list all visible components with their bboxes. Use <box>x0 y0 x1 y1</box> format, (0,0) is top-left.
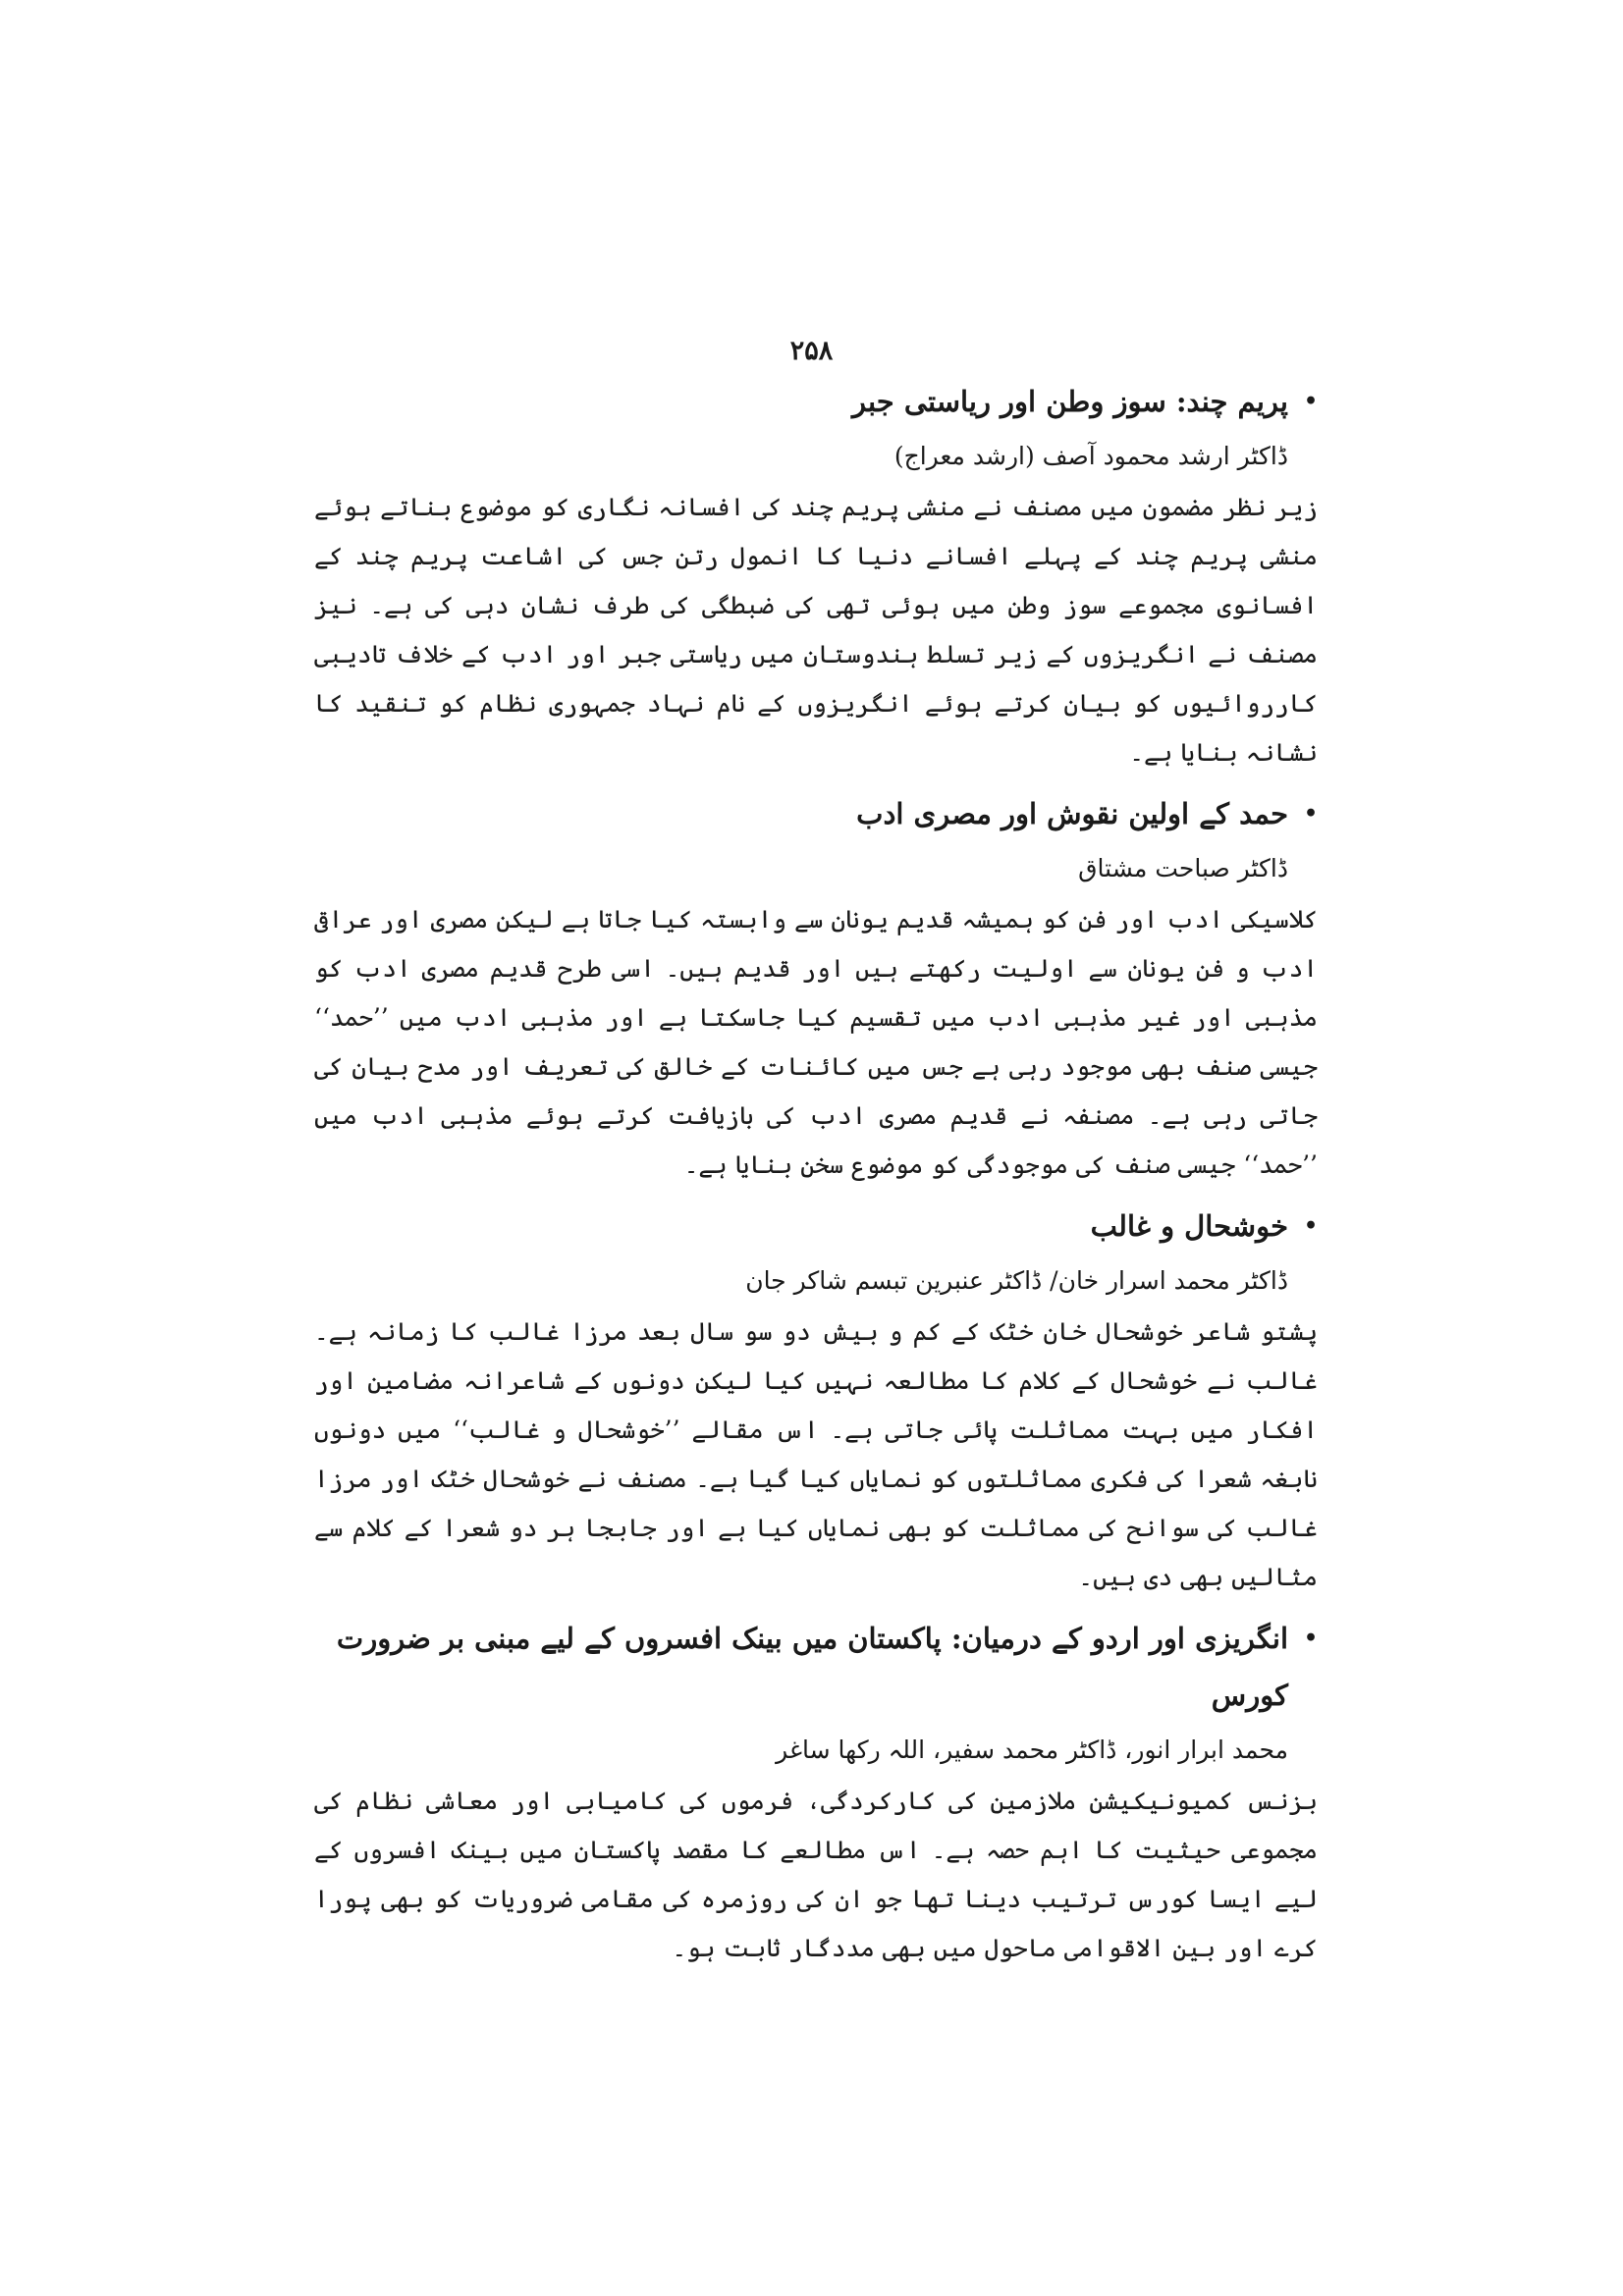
bullet-icon: • <box>1303 1213 1318 1239</box>
entry-author: محمد ابرار انور، ڈاکٹر محمد سفیر، اللہ رکھا ساغر <box>776 1735 1288 1764</box>
entry-2 <box>314 785 1318 1190</box>
document-body <box>314 373 1318 1981</box>
entry-title <box>314 1610 1318 1724</box>
page-number: ۲۵۸ <box>789 336 834 366</box>
entry-title <box>314 373 1318 430</box>
entry-title-text: انگریزی اور اردو کے درمیان: پاکستان میں بینک افسروں کے لیے مبنی بر ضرورت کورس <box>336 1622 1288 1712</box>
entry-author: ڈاکٹر ارشد محمود آصف (ارشد معراج) <box>893 442 1288 470</box>
entry-title-text: خوشحال و غالب <box>1090 1209 1288 1243</box>
bullet-icon: • <box>1303 801 1318 827</box>
entry-author: ڈاکٹر محمد اسرار خان/ ڈاکٹر عنبرین تبسم شاکر جان <box>745 1266 1288 1295</box>
entry-title-text: پریم چند: سوز وطن اور ریاستی جبر <box>852 385 1288 418</box>
entry-abstract: پشتو شاعر خوشحال خان خٹک کے کم و بیش دو سو سال بعد مرزا غالب کا زمانہ ہے۔ غالب نے خوشحال کے کلام کا مطالعہ نہیں کیا لیکن دونوں کے شاعرانہ مضامین اور افکار میں بہت مماثلت پائی جاتی ہے۔ اس مقالے ’’خوشحال و غالب‘‘ میں دونوں نابغہ شعرا کی فکری مماثلتوں کو نمایاں کیا گیا ہے۔ مصنف نے خوشحال خٹک اور مرزا غالب کی سوانح کی مماثلت کو بھی نمایاں کیا ہے اور جابجا ہر دو شعرا کے کلام سے مثالیں بھی دی ہیں۔ <box>314 1317 1318 1591</box>
entry-abstract: بزنس کمیونیکیشن ملازمین کی کارکردگی، فرموں کی کامیابی اور معاشی نظام کی مجموعی حیثیت کا اہم حصہ ہے۔ اس مطالعے کا مقصد پاکستان میں بینک افسروں کے لیے ایسا کورس ترتیب دینا تھا جو ان کی روزمرہ کی مقامی ضروریات کو بھی پورا کرے اور بین الاقوامی ماحول میں بھی مددگار ثابت ہو۔ <box>314 1787 1318 1962</box>
bullet-icon: • <box>1303 1626 1318 1651</box>
entry-title <box>314 1198 1318 1255</box>
entry-title <box>314 785 1318 842</box>
entry-1 <box>314 373 1318 777</box>
entry-author: ڈاکٹر صباحت مشتاق <box>1078 854 1288 882</box>
entry-title-text: حمد کے اولین نقوش اور مصری ادب <box>856 797 1288 830</box>
entry-abstract: زیر نظر مضمون میں مصنف نے منشی پریم چند کی افسانہ نگاری کو موضوع بناتے ہوئے منشی پریم چند کے پہلے افسانے دنیا کا انمول رتن جس کی اشاعت پریم چند کے افسانوی مجموعے سوز وطن میں ہوئی تھی کی ضبطگی کی طرف نشان دہی کی ہے۔ نیز مصنف نے انگریزوں کے زیر تسلط ہندوستان میں ریاستی جبر اور ادب کے خلاف تادیبی کارروائیوں کو بیان کرتے ہوئے انگریزوں کے نام نہاد جمہوری نظام کو تنقید کا نشانہ بنایا ہے۔ <box>314 493 1318 767</box>
bullet-icon: • <box>1303 389 1318 414</box>
entry-4 <box>314 1610 1318 1973</box>
entry-3 <box>314 1198 1318 1602</box>
entry-abstract: کلاسیکی ادب اور فن کو ہمیشہ قدیم یونان سے وابستہ کیا جاتا ہے لیکن مصری اور عراقی ادب و فن یونان سے اولیت رکھتے ہیں اور قدیم ہیں۔ اسی طرح قدیم مصری ادب کو مذہبی اور غیر مذہبی ادب میں تقسیم کیا جاسکتا ہے اور مذہبی ادب میں ’’حمد‘‘ جیسی صنف بھی موجود رہی ہے جس میں کائنات کے خالق کی تعریف اور مدح بیان کی جاتی رہی ہے۔ مصنفہ نے قدیم مصری ادب کی بازیافت کرتے ہوئے مذہبی ادب میں ’’حمد‘‘ جیسی صنف کی موجودگی کو موضوع سخن بنایا ہے۔ <box>314 905 1318 1179</box>
